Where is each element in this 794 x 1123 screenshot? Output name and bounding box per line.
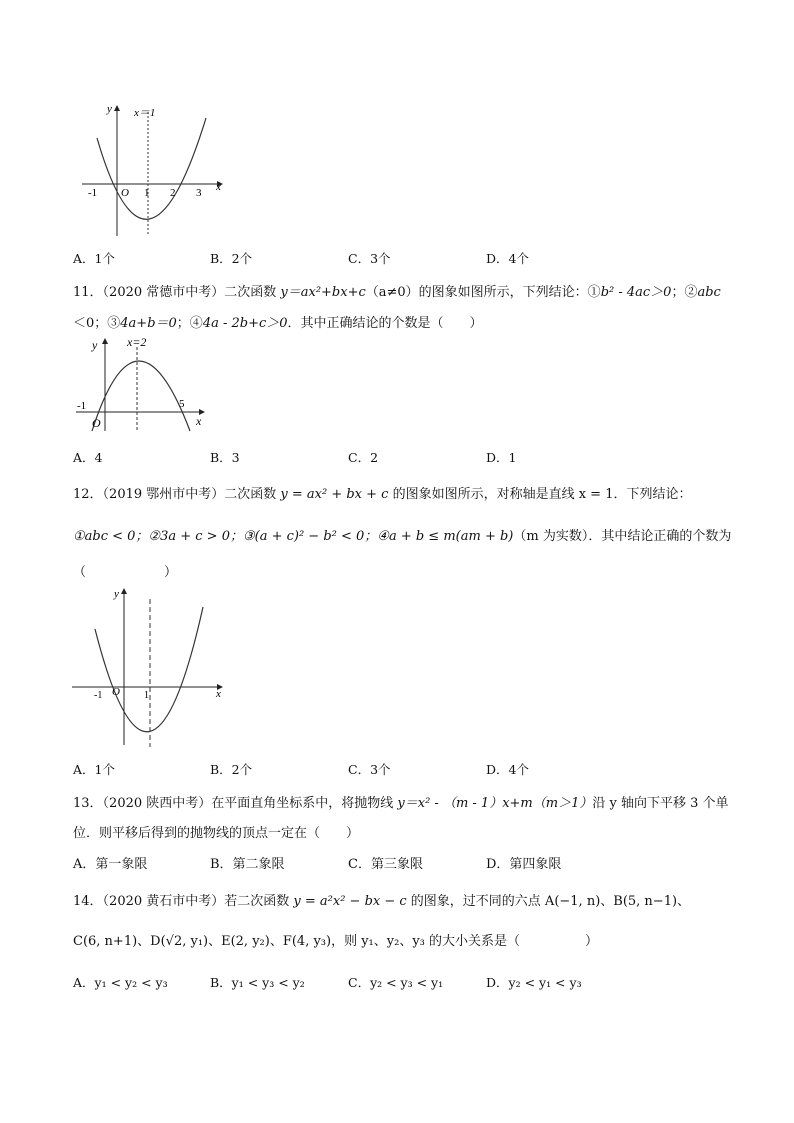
q12-graph (70, 585, 230, 750)
tick-label: -1 (77, 400, 87, 412)
q13-option-b[interactable]: B．第二象限 (210, 857, 285, 872)
origin-label: O (121, 187, 129, 199)
q12-prefix: 12．（2019 鄂州市中考）二次函数 (73, 487, 281, 502)
q12-option-c[interactable]: C．3个 (348, 762, 391, 777)
q11-conclusion-1: b² - 4ac＞0 (600, 285, 672, 300)
q11-stem-line2 (73, 312, 483, 331)
q11-option-b[interactable]: B．3 (210, 450, 240, 465)
q11-function: y＝ax²+bx+c (280, 285, 366, 300)
q11-option-a[interactable]: A．4 (73, 450, 103, 465)
y-label: y (107, 103, 112, 115)
q11-mid: （a≠0）的图象如图所示，下列结论：① (365, 285, 601, 300)
q12-function: y = ax² + bx + c (280, 487, 389, 502)
q14-points: 的图象，过不同的六点 A(−1, n)、B(5, n−1)、 (406, 894, 691, 909)
q11-stem-line1 (73, 281, 721, 300)
tick-label: -1 (94, 690, 103, 701)
q14-prefix: 14．（2020 黄石市中考）若二次函数 (73, 894, 294, 909)
q11-conclusion-2: abc (697, 285, 721, 300)
q13-option-c[interactable]: C．第三象限 (348, 857, 423, 872)
q10-option-a[interactable]: A．1个 (73, 251, 115, 266)
tick-label: 1 (144, 690, 149, 701)
q11-prefix: 11．（2020 常德市中考）二次函数 (73, 285, 281, 300)
q14-option-a[interactable]: A．y₁ < y₂ < y₃ (73, 975, 168, 990)
q10-option-b[interactable]: B．2个 (210, 251, 253, 266)
q11-line2-prefix: ＜0；③ (73, 316, 121, 331)
q12-option-b[interactable]: B．2个 (210, 762, 253, 777)
x-label: x (216, 688, 221, 700)
q14-stem-line2 (73, 930, 598, 949)
q13-question: 位．则平移后得到的抛物线的顶点一定在（ ） (73, 826, 360, 841)
q11-sep: ；② (671, 285, 698, 300)
q12-stem-line3 (73, 561, 177, 580)
q12-option-a[interactable]: A．1个 (73, 762, 115, 777)
tick-label: 3 (196, 187, 202, 199)
q13-option-d[interactable]: D．第四象限 (486, 857, 562, 872)
q14-option-b[interactable]: B．y₁ < y₃ < y₂ (210, 975, 305, 990)
q13-function: y＝x² - （m - 1）x+m（m＞1） (397, 796, 593, 811)
q14-stem-line1 (73, 890, 690, 909)
q10-option-d[interactable]: D．4个 (486, 251, 529, 266)
q12-question: （m 为实数）．其中结论正确的个数为 (513, 529, 732, 544)
parabola (97, 118, 206, 219)
q12-conclusions: ①abc < 0；②3a + c > 0；③(a + c)² − b² < 0；④a + b ≤ m(am + b) (73, 529, 514, 544)
symmetry-label: x＝1 (134, 107, 156, 119)
q12-stem-line2 (73, 525, 731, 544)
q11-conclusion-4: 4a - 2b+c＞0 (202, 316, 288, 331)
y-label: y (114, 588, 119, 600)
x-label: x (216, 181, 221, 193)
q11-conclusion-3: 4a+b＝0 (120, 316, 177, 331)
origin-label: O (92, 416, 101, 430)
tick-label: 5 (179, 398, 185, 410)
q13-stem-line1 (73, 792, 729, 811)
tick-label: 2 (170, 187, 176, 199)
q11-question: ．其中正确结论的个数是（ ） (287, 316, 483, 331)
y-label: y (92, 338, 98, 352)
q11-option-d[interactable]: D．1 (486, 450, 517, 465)
parabola (92, 361, 190, 431)
q10-option-c[interactable]: C．3个 (348, 251, 391, 266)
q11-line2-mid: ；④ (176, 316, 203, 331)
q14-option-c[interactable]: C．y₂ < y₃ < y₁ (348, 975, 444, 990)
q12-suffix: 的图象如图所示，对称轴是直线 x = 1．下列结论： (388, 487, 692, 502)
q11-graph (72, 335, 212, 435)
q14-function: y = a²x² − bx − c (293, 894, 407, 909)
q13-stem-line2 (73, 822, 359, 841)
x-label: x (196, 414, 202, 428)
q13-prefix: 13．（2020 陕西中考）在平面直角坐标系中，将抛物线 (73, 796, 398, 811)
parabola (95, 607, 203, 732)
origin-label: O (112, 686, 120, 698)
q11-option-c[interactable]: C．2 (348, 450, 379, 465)
tick-label: -1 (88, 187, 98, 199)
q13-suffix: 沿 y 轴向下平移 3 个单 (592, 796, 729, 811)
symmetry-label: x=2 (127, 335, 147, 349)
q12-stem-line1 (73, 483, 691, 502)
q12-answer-blank: （ ） (73, 565, 178, 580)
q12-option-d[interactable]: D．4个 (486, 762, 529, 777)
q13-option-a[interactable]: A．第一象限 (73, 857, 148, 872)
tick-label: 1 (144, 187, 150, 199)
q14-option-d[interactable]: D．y₂ < y₁ < y₃ (486, 975, 582, 990)
q14-question: C(6, n+1)、D(√2, y₁)、E(2, y₂)、F(4, y₃)，则 y₁、y₂、y₃ 的大小关系是（ ） (73, 934, 599, 949)
q10-graph (80, 100, 230, 240)
